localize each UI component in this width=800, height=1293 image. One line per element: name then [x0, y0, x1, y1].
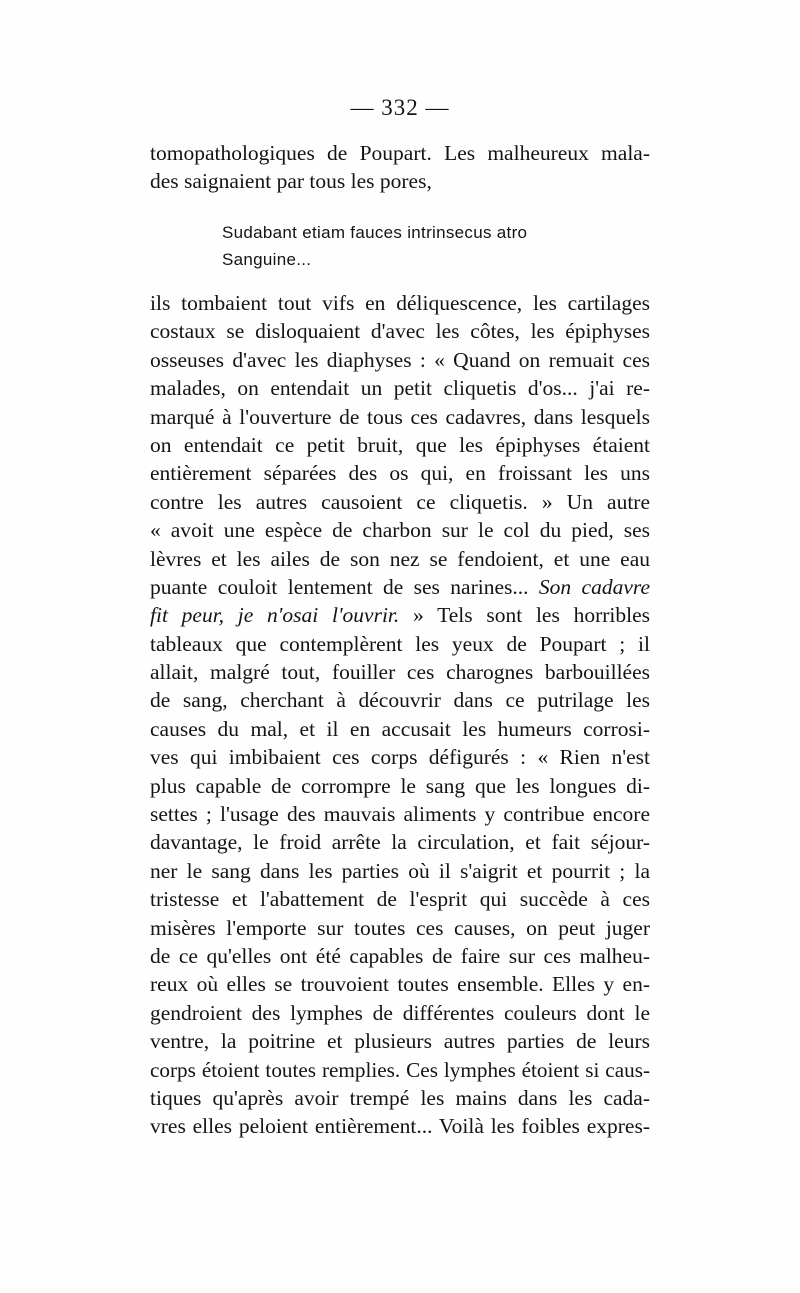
text-line: ils tombaient tout vifs en déliquescence, les cartilages: [150, 291, 650, 315]
text-line: de ce qu'elles ont été capables de faire sur ces malheu-: [150, 943, 650, 968]
text-line: ner le sang dans les parties où il s'aigrit et pourrit ; la: [150, 858, 650, 883]
text-line: tiques qu'après avoir trempé les mains dans les cada-: [150, 1085, 650, 1110]
text-line: tristesse et l'abattement de l'esprit qui succède à ces: [150, 887, 650, 912]
text-line-with-italic: [150, 573, 650, 601]
text-line-with-italic: [150, 601, 650, 629]
text-line: lèvres et les ailes de son nez se fendoient, et une eau: [150, 546, 650, 571]
text-line: osseuses d'avec les diaphyses : « Quand on remuait ces: [150, 347, 650, 372]
roman-text: » Tels sont les horribles: [399, 603, 651, 628]
text-line: misères l'emporte sur toutes ces causes, on peut juger: [150, 915, 650, 940]
text-line: tableaux que contemplèrent les yeux de Poupart ; il: [150, 631, 650, 656]
text-line: contre les autres causoient ce cliquetis. » Un autre: [150, 489, 650, 514]
text-line: entièrement séparées des os qui, en froissant les uns: [150, 461, 650, 486]
text-line: davantage, le froid arrête la circulation, et fait séjour-: [150, 830, 650, 855]
text-line: marqué à l'ouverture de tous ces cadavres, dans lesquels: [150, 404, 650, 429]
italic-text: Son cadavre: [538, 574, 650, 599]
text-line: « avoit une espèce de charbon sur le col du pied, ses: [150, 518, 650, 543]
latin-quotation: [222, 219, 582, 273]
text-line: settes ; l'usage des mauvais aliments y contribue encore: [150, 802, 650, 827]
text-line: ves qui imbibaient ces corps défigurés : « Rien n'est: [150, 745, 650, 770]
text-line: reux où elles se trouvoient toutes ensemble. Elles y en-: [150, 972, 650, 997]
italic-text: fit peur, je n'osai l'ouvrir.: [150, 603, 400, 628]
roman-text: puante couloit lentement de ses narines...: [150, 574, 539, 599]
text-line: causes du mal, et il en accusait les humeurs corrosi-: [150, 716, 650, 741]
text-line: malades, on entendait un petit cliquetis d'os... j'ai re-: [150, 376, 650, 401]
text-line: plus capable de corrompre le sang que les longues di-: [150, 773, 650, 798]
text-line: des saignaient par tous les pores,: [150, 169, 432, 194]
quote-line: Sanguine...: [222, 250, 312, 269]
text-line: costaux se disloquaient d'avec les côtes, les épiphyses: [150, 319, 650, 344]
text-line: gendroient des lymphes de différentes couleurs dont le: [150, 1000, 650, 1025]
main-paragraph: [150, 289, 650, 1141]
text-line: de sang, cherchant à découvrir dans ce putrilage les: [150, 688, 650, 713]
quote-line: Sudabant etiam fauces intrinsecus atro: [222, 223, 528, 242]
text-line: on entendait ce petit bruit, que les épiphyses étaient: [150, 432, 650, 457]
text-line: vres elles peloient entièrement... Voilà les foibles expres-: [150, 1114, 650, 1139]
text-line: corps étoient toutes remplies. Ces lymphes étoient si caus-: [150, 1057, 650, 1082]
text-line: ventre, la poitrine et plusieurs autres parties de leurs: [150, 1029, 650, 1054]
page-number: — 332 —: [350, 95, 450, 120]
opening-paragraph: [150, 139, 650, 196]
text-line: tomopathologiques de Poupart. Les malheureux mala-: [150, 141, 650, 165]
text-line: allait, malgré tout, fouiller ces charognes barbouillées: [150, 660, 650, 685]
